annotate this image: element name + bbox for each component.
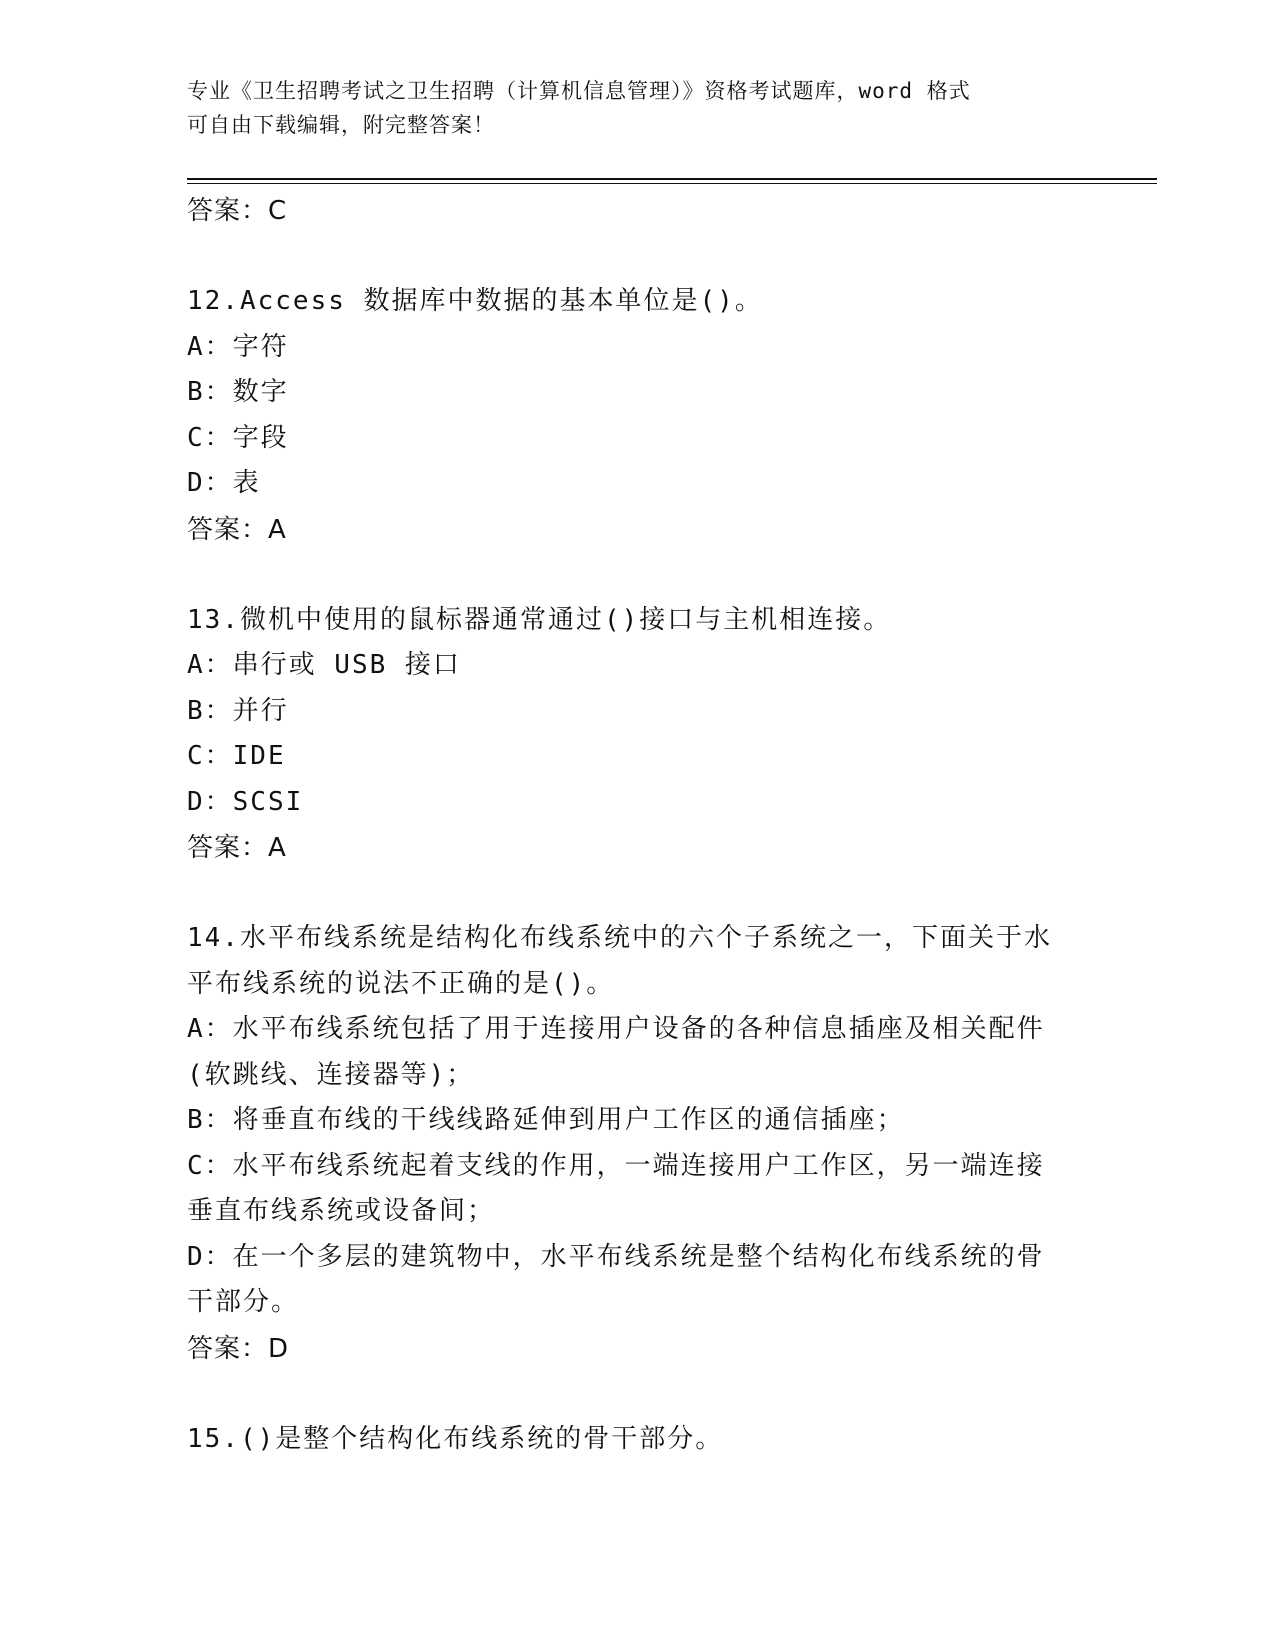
answer: 答案：A	[187, 833, 287, 863]
option-a: A：串行或 USB 接口	[187, 650, 461, 680]
option-c-cont: 垂直布线系统或设备间；	[187, 1196, 496, 1226]
document-header	[187, 74, 1087, 142]
option-d-cont: 干部分。	[187, 1287, 300, 1317]
question-stem: 12.Access 数据库中数据的基本单位是()。	[187, 286, 763, 316]
question-stem-line: 14.水平布线系统是结构化布线系统中的六个子系统之一，下面关于水	[187, 923, 1052, 953]
question-12	[187, 279, 1087, 553]
answer: 答案：D	[187, 1333, 290, 1364]
header-rule-thick	[187, 178, 1157, 180]
question-stem: 13.微机中使用的鼠标器通常通过()接口与主机相连接。	[187, 604, 892, 635]
answer: 答案：A	[187, 514, 287, 545]
option-d: D：SCSI	[187, 786, 304, 817]
question-list	[187, 188, 1087, 1462]
option-b: B：并行	[187, 695, 289, 726]
option-a: A：字符	[187, 331, 289, 362]
option-c: C：字段	[187, 422, 289, 453]
option-d: D：表	[187, 468, 261, 498]
question-stem-line: 平布线系统的说法不正确的是()。	[187, 968, 615, 999]
option-a: A：水平布线系统包括了用于连接用户设备的各种信息插座及相关配件	[187, 1014, 1045, 1044]
question-14	[187, 916, 1087, 1372]
option-b: B：数字	[187, 377, 289, 407]
header-rule-thin	[187, 183, 1157, 184]
option-b: B：将垂直布线的干线线路延伸到用户工作区的通信插座；	[187, 1105, 905, 1135]
option-a-cont: (软跳线、连接器等)；	[187, 1059, 475, 1090]
option-d: D：在一个多层的建筑物中，水平布线系统是整个结构化布线系统的骨	[187, 1241, 1045, 1272]
answer-11: 答案：C	[187, 196, 288, 226]
header-line-2: 可自由下载编辑，附完整答案！	[187, 113, 495, 137]
header-line-1: 专业《卫生招聘考试之卫生招聘（计算机信息管理）》资格考试题库，word 格式	[187, 79, 971, 103]
option-c: C：IDE	[187, 741, 286, 771]
question-13	[187, 598, 1087, 872]
question-stem: 15.()是整个结构化布线系统的骨干部分。	[187, 1423, 724, 1454]
question-15	[187, 1417, 1087, 1463]
option-c: C：水平布线系统起着支线的作用，一端连接用户工作区，另一端连接	[187, 1150, 1045, 1181]
